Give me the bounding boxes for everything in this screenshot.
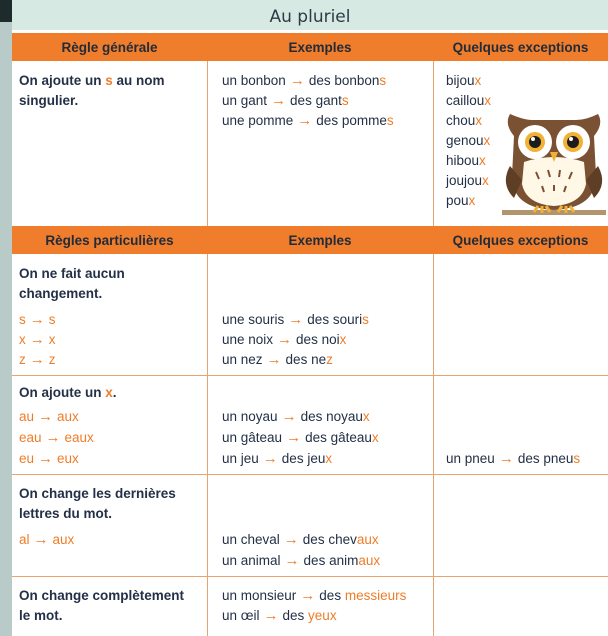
rule-change-word-line2: le mot. [19,608,63,623]
rule-no-change-line2: changement. [19,286,103,301]
grid-line [12,375,608,376]
pattern-au-aux: au → aux [19,408,79,425]
general-example-1: un bonbon → des bonbons [222,72,387,89]
rule-change-ending-line1: On change les dernières [19,486,176,501]
example-noix: une noix → des noix [222,331,347,348]
example-animal: un animal → des animaux [222,552,381,569]
example-noyau: un noyau → des noyaux [222,408,370,425]
exception-item: cailloux [446,93,492,108]
header-rule-particular: Règles particulières [45,233,174,248]
pattern-s-s: s → s [19,311,56,328]
general-rule-line2: singulier. [19,93,79,108]
owl-icon [502,100,608,222]
pattern-eu-eux: eu → eux [19,450,79,467]
pattern-eau-eaux: eau → eaux [19,429,94,446]
header-rule: Règle générale [61,40,158,55]
rule-change-word-line1: On change complètement [19,588,185,603]
header-row-general [12,33,608,61]
header-examples: Exemples [288,40,352,55]
exception-item: choux [446,113,483,128]
general-example-3: une pomme → des pommes [222,112,394,129]
example-souris: une souris → des souris [222,311,369,328]
exception-item: joujoux [446,173,489,188]
example-oeil: un œil → des yeux [222,607,337,624]
example-jeu: un jeu → des jeux [222,450,333,467]
exception-pneu: un pneu → des pneus [446,450,581,467]
general-example-2: un gant → des gants [222,92,349,109]
pattern-al-aux: al → aux [19,531,75,548]
grid-line [12,576,608,577]
header-examples-particular: Exemples [288,233,352,248]
rule-add-x: On ajoute un x. [19,385,117,400]
exception-item: genoux [446,133,491,148]
example-nez: un nez → des nez [222,351,333,368]
exception-item: bijoux [446,73,482,88]
general-rule-line1: On ajoute un s au nom [19,73,165,88]
grid-line [207,61,208,226]
exception-item: hiboux [446,153,486,168]
pattern-x-x: x → x [19,331,56,348]
exception-item: poux [446,193,476,208]
grid-line [433,254,434,636]
grid-line [433,61,434,226]
plural-rules-table [12,30,608,636]
example-monsieur: un monsieur → des messieurs [222,587,407,604]
grid-line [12,474,608,475]
rule-change-ending-line2: lettres du mot. [19,506,113,521]
rule-no-change-line1: On ne fait aucun [19,266,125,281]
page-title: Au pluriel [12,0,608,30]
header-row-particular [12,226,608,254]
grid-line [207,254,208,636]
header-exceptions: Quelques exceptions [452,40,589,55]
example-cheval: un cheval → des chevaux [222,531,379,548]
header-exceptions-particular: Quelques exceptions [452,233,589,248]
pattern-z-z: z → z [19,351,56,368]
example-gateau: un gâteau → des gâteaux [222,429,379,446]
